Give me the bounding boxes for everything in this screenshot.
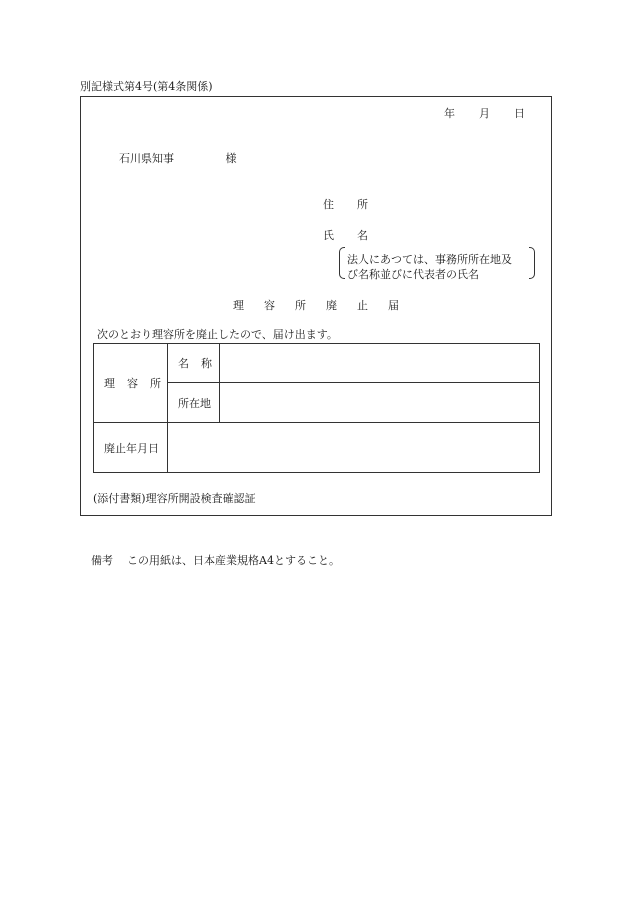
shop-name-char-1: 名 — [178, 357, 189, 370]
location-field[interactable] — [220, 383, 540, 423]
address-char-2: 所 — [357, 198, 368, 211]
name-char-1: 氏 — [323, 229, 334, 242]
closure-date-label: 廃止年月日 — [94, 423, 168, 473]
title-char: 廃 — [326, 299, 337, 312]
location-label: 所在地 — [168, 383, 220, 423]
barbershop-char-2: 容 — [127, 377, 138, 390]
remarks — [91, 555, 340, 566]
shop-name-field[interactable] — [220, 344, 540, 383]
title-char: 止 — [357, 299, 368, 312]
left-bracket — [339, 247, 345, 279]
corporation-note — [339, 247, 535, 279]
date-day-label: 日 — [514, 107, 525, 120]
date-line — [444, 108, 525, 119]
name-char-2: 名 — [357, 229, 368, 242]
title-char: 届 — [388, 299, 399, 312]
applicant-address-label — [323, 199, 368, 210]
title-char: 理 — [233, 299, 244, 312]
shop-name-label — [168, 344, 220, 383]
addressee-name: 石川県知事 — [119, 152, 174, 165]
barbershop-char-1: 理 — [104, 377, 115, 390]
form-number-header: 別記様式第4号(第4条関係) — [80, 80, 213, 93]
shop-name-char-2: 称 — [201, 357, 212, 370]
title-char: 所 — [295, 299, 306, 312]
date-month-label: 月 — [479, 107, 490, 120]
title-char: 容 — [264, 299, 275, 312]
remarks-label: 備考 — [91, 554, 113, 567]
right-bracket — [529, 247, 535, 279]
date-year-label: 年 — [444, 107, 455, 120]
attached-documents: (添付書類)理容所開設検査確認証 — [93, 492, 256, 505]
barbershop-label — [94, 344, 168, 423]
barbershop-char-3: 所 — [150, 377, 161, 390]
corporation-note-line-1: 法人にあつては、事務所所在地及 — [347, 253, 512, 266]
corporation-note-line-2: び名称並びに代表者の氏名 — [347, 268, 479, 281]
addressee — [119, 153, 237, 164]
details-table — [93, 343, 540, 473]
intro-text: 次のとおり理容所を廃止したので、届け出ます。 — [97, 328, 338, 341]
addressee-honorific: 様 — [225, 152, 237, 165]
document-title — [81, 300, 551, 311]
applicant-name-label — [323, 230, 368, 241]
closure-date-field[interactable] — [168, 423, 540, 473]
remarks-text: この用紙は、日本産業規格A4とすること。 — [127, 554, 340, 567]
form-frame — [80, 96, 552, 516]
address-char-1: 住 — [323, 198, 334, 211]
